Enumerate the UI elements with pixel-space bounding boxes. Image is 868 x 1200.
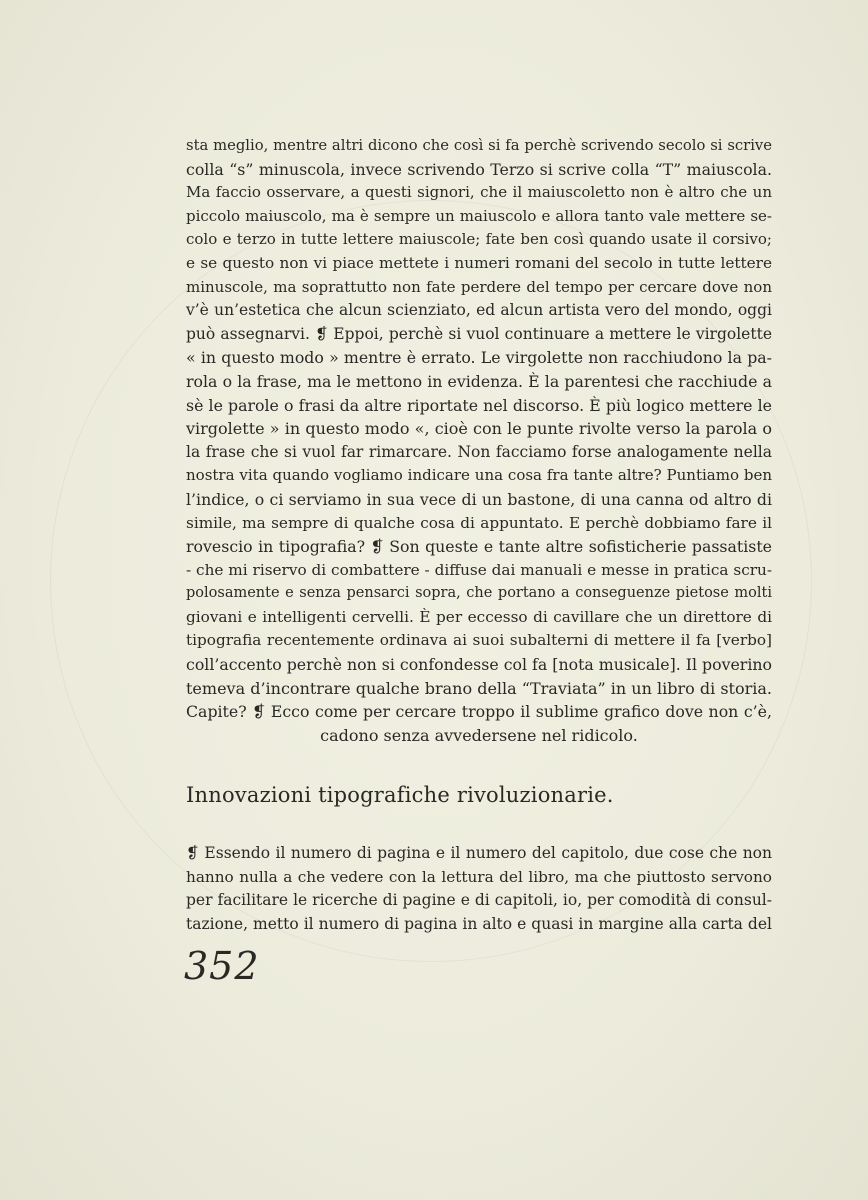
text-line: Ma faccio osservare, a questi signori, che il maiuscoletto non è altro che un — [186, 183, 772, 202]
text-line: per facilitare le ricerche di pagine e di capitoli, io, per comodità di consul- — [186, 891, 772, 910]
text-line: virgolette » in questo modo «, cioè con le punte rivolte verso la parola o — [186, 419, 772, 439]
text-line: - che mi riservo di combattere - diffuse dai manuali e messe in pratica scru- — [186, 560, 772, 579]
text-line: Capite? ❡ Ecco come per cercare troppo il sublime grafico dove non c’è, — [186, 702, 772, 722]
text-line: colla “s” minuscola, invece scrivendo Terzo si scrive colla “T” maiuscola. — [186, 159, 772, 179]
section-heading: Innovazioni tipografiche rivoluzionarie. — [186, 783, 614, 807]
text-line: piccolo maiuscolo, ma è sempre un maiuscolo e allora tanto vale mettere se- — [186, 206, 772, 225]
text-line: polosamente e senza pensarci sopra, che portano a conseguenze pietose molti — [186, 585, 772, 602]
text-line: v’è un’estetica che alcun scienziato, ed alcun artista vero del mondo, oggi — [186, 301, 772, 320]
text-line: e se questo non vi piace mettete i numeri romani del secolo in tutte lettere — [186, 253, 772, 272]
text-line: può assegnarvi. ❡ Eppoi, perchè si vuol continuare a mettere le virgolette — [186, 324, 772, 343]
text-line: ❡ Essendo il numero di pagina e il numero del capitolo, due cose che non — [186, 844, 772, 862]
text-line: l’indice, o ci serviamo in sua vece di un bastone, di una canna od altro di — [186, 489, 772, 509]
text-line: hanno nulla a che vedere con la lettura del libro, ma che piuttosto servono — [186, 867, 772, 886]
text-line: rola o la frase, ma le mettono in evidenza. È la parentesi che racchiude a — [186, 371, 772, 391]
text-line: tipografia recentemente ordinava ai suoi subalterni di mettere il fa [verbo] — [186, 631, 772, 650]
text-line: giovani e intelligenti cervelli. È per eccesso di cavillare che un direttore di — [186, 607, 772, 626]
text-line: tazione, metto il numero di pagina in alto e quasi in margine alla carta del — [186, 914, 772, 933]
text-line: « in questo modo » mentre è errato. Le virgolette non racchiudono la pa- — [186, 348, 772, 368]
text-line: colo e terzo in tutte lettere maiuscole; fate ben così quando usate il corsivo; — [186, 230, 772, 249]
body-paragraph-2 — [186, 842, 772, 936]
text-line: coll’accento perchè non si confondesse col fa [nota musicale]. Il poverino — [186, 655, 772, 675]
text-line: temeva d’incontrare qualche brano della “Traviata” in un libro di storia. — [186, 678, 772, 698]
text-line: rovescio in tipografia? ❡ Son queste e tante altre sofisticherie passatiste — [186, 537, 772, 557]
body-paragraph — [186, 134, 772, 747]
text-line: simile, ma sempre di qualche cosa di appuntato. E perchè dobbiamo fare il — [186, 513, 772, 532]
text-line: la frase che si vuol far rimarcare. Non facciamo forse analogamente nella — [186, 442, 772, 461]
text-line: sè le parole o frasi da altre riportate nel discorso. È più logico mettere le — [186, 395, 772, 415]
text-line: minuscole, ma soprattutto non fate perdere del tempo per cercare dove non — [186, 277, 772, 296]
text-line: nostra vita quando vogliamo indicare una cosa fra tante altre? Puntiamo ben — [186, 466, 772, 485]
text-line-last: cadono senza avvedersene nel ridicolo. — [320, 725, 638, 745]
page-number: 352 — [184, 944, 260, 988]
text-line: sta meglio, mentre altri dicono che così si fa perchè scrivendo secolo si scrive — [186, 137, 772, 154]
